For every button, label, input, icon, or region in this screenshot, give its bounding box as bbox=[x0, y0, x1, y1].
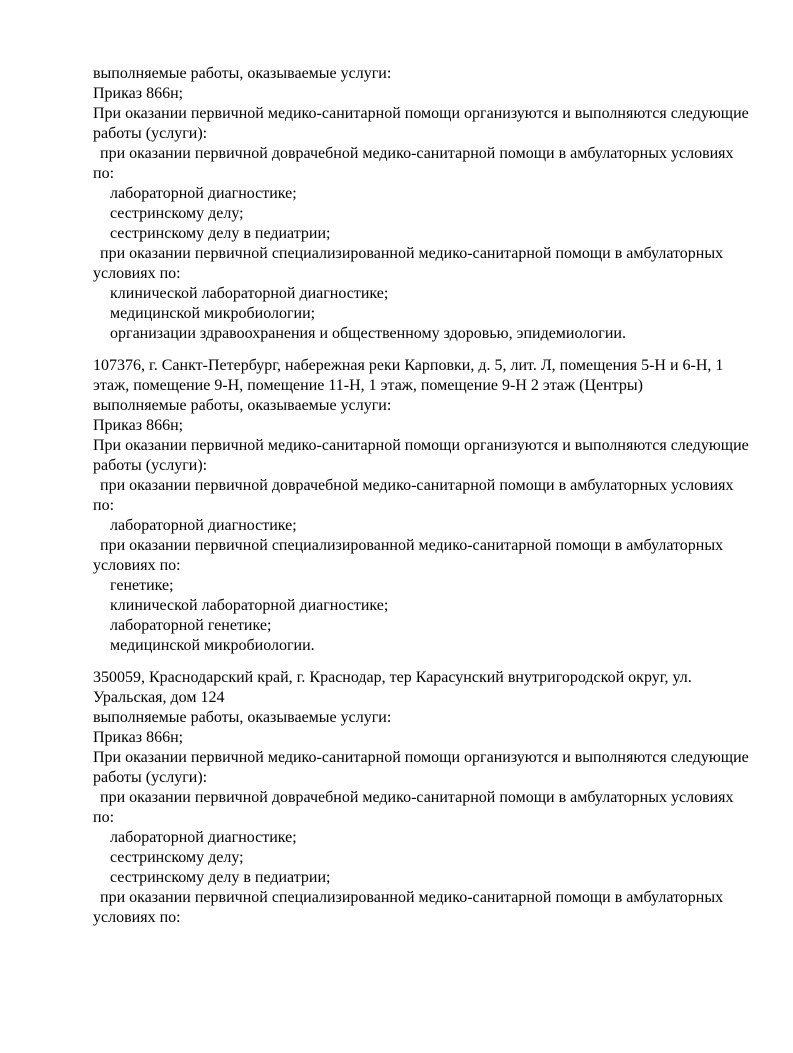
document-line: Уральская, дом 124 bbox=[93, 689, 225, 706]
document-line: при оказании первичной доврачебной медико-санитарной помощи в амбулаторных условиях bbox=[100, 789, 734, 806]
document-line: При оказании первичной медико-санитарной помощи организуются и выполняются следующие bbox=[93, 105, 749, 122]
document-line: лабораторной диагностике; bbox=[110, 185, 297, 202]
document-line: при оказании первичной доврачебной медико-санитарной помощи в амбулаторных условиях bbox=[100, 145, 734, 162]
document-line: по: bbox=[93, 165, 115, 182]
document-line: при оказании первичной доврачебной медико-санитарной помощи в амбулаторных условиях bbox=[100, 477, 734, 494]
document-line: условиях по: bbox=[93, 909, 181, 926]
document-line: медицинской микробиологии; bbox=[110, 305, 316, 322]
document-line: выполняемые работы, оказываемые услуги: bbox=[93, 65, 392, 82]
document-line: клинической лабораторной диагностике; bbox=[110, 285, 389, 302]
document-line: этаж, помещение 9-Н, помещение 11-Н, 1 этаж, помещение 9-Н 2 этаж (Центры) bbox=[93, 377, 643, 394]
document-line: При оказании первичной медико-санитарной помощи организуются и выполняются следующие bbox=[93, 749, 749, 766]
document-line: Приказ 866н; bbox=[93, 417, 184, 434]
document-line: сестринскому делу; bbox=[110, 849, 244, 866]
document-line: условиях по: bbox=[93, 557, 181, 574]
document-line: работы (услуги): bbox=[93, 457, 208, 474]
document-line: Приказ 866н; bbox=[93, 729, 184, 746]
document-line: При оказании первичной медико-санитарной помощи организуются и выполняются следующие bbox=[93, 437, 749, 454]
document-line: выполняемые работы, оказываемые услуги: bbox=[93, 709, 392, 726]
license-address-entry bbox=[93, 64, 783, 344]
document-line: по: bbox=[93, 497, 115, 514]
document-line: сестринскому делу в педиатрии; bbox=[110, 225, 331, 242]
document-line: при оказании первичной специализированной медико-санитарной помощи в амбулаторных bbox=[100, 537, 724, 554]
document-line: лабораторной диагностике; bbox=[110, 517, 297, 534]
document-line: выполняемые работы, оказываемые услуги: bbox=[93, 397, 392, 414]
document-line: сестринскому делу; bbox=[110, 205, 244, 222]
document-line: сестринскому делу в педиатрии; bbox=[110, 869, 331, 886]
document-line: 350059, Краснодарский край, г. Краснодар, тер Карасунский внутригородской округ, ул. bbox=[93, 669, 692, 686]
document-line: при оказании первичной специализированной медико-санитарной помощи в амбулаторных bbox=[100, 889, 724, 906]
document-body bbox=[93, 64, 783, 928]
license-address-entry bbox=[93, 356, 783, 656]
document-line: работы (услуги): bbox=[93, 125, 208, 142]
document-line: по: bbox=[93, 809, 115, 826]
license-address-entry bbox=[93, 668, 783, 928]
document-line: лабораторной диагностике; bbox=[110, 829, 297, 846]
document-line: медицинской микробиологии. bbox=[110, 637, 315, 654]
document-line: работы (услуги): bbox=[93, 769, 208, 786]
document-line: условиях по: bbox=[93, 265, 181, 282]
document-line: 107376, г. Санкт-Петербург, набережная реки Карповки, д. 5, лит. Л, помещения 5-Н и 6-Н, 1 bbox=[93, 357, 724, 374]
document-line: клинической лабораторной диагностике; bbox=[110, 597, 389, 614]
document-line: генетике; bbox=[110, 577, 174, 594]
document-line: организации здравоохранения и общественному здоровью, эпидемиологии. bbox=[110, 325, 626, 342]
document-line: лабораторной генетике; bbox=[110, 617, 272, 634]
document-line: Приказ 866н; bbox=[93, 85, 184, 102]
document-line: при оказании первичной специализированной медико-санитарной помощи в амбулаторных bbox=[100, 245, 724, 262]
